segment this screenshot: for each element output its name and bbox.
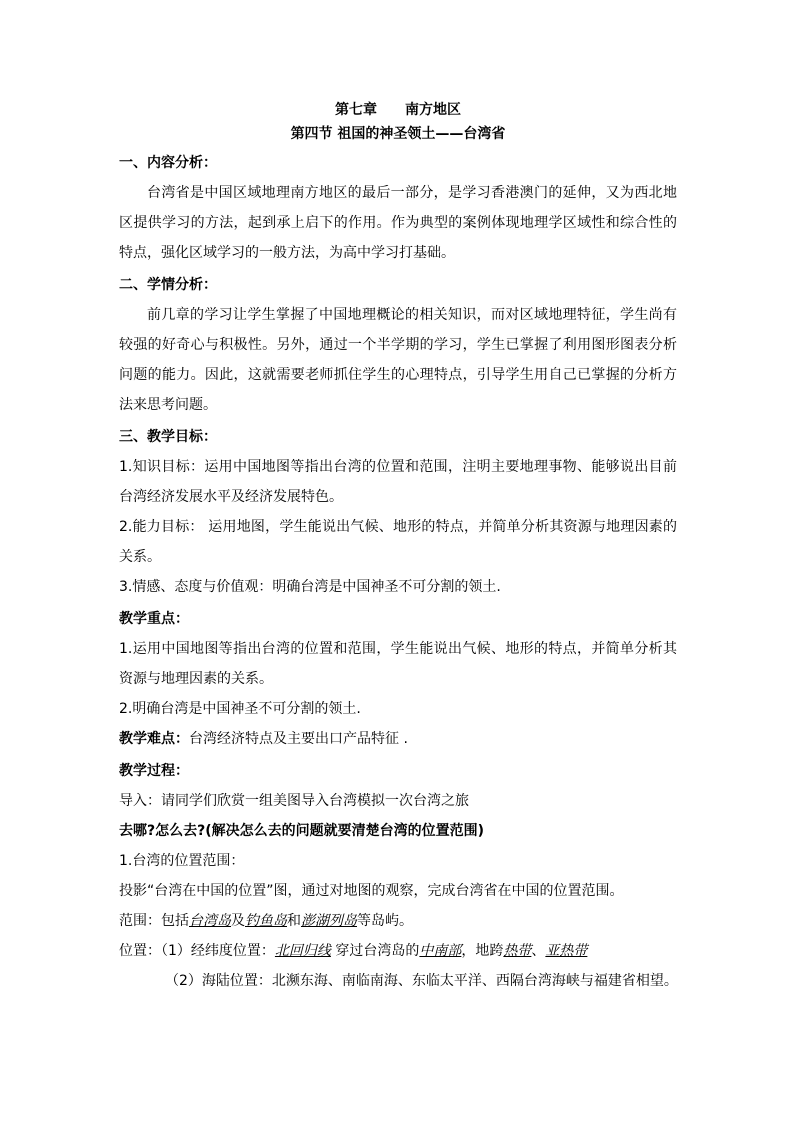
section-title: 第四节 祖国的神圣领土——台湾省 [290, 126, 506, 142]
scope-prefix: 范围：包括 [119, 913, 189, 929]
position-sep: 、 [531, 943, 546, 959]
process-question: 去哪?怎么去?(解决怎么去的问题就要清楚台湾的位置范围) [119, 823, 485, 839]
scope-suffix: 等岛屿。 [357, 913, 413, 929]
scope-and-2: 和 [287, 913, 301, 929]
position-central: 中南部 [419, 943, 462, 959]
scope-diaoyu: 钓鱼岛 [245, 913, 287, 929]
objective-emotion: 3.情感、态度与价值观：明确台湾是中国神圣不可分割的领土. [119, 579, 501, 595]
objectives-heading: 三、教学目标： [119, 429, 217, 445]
position-prefix: 位置：（1）经纬度位置： [119, 943, 275, 959]
learner-analysis-heading: 二、学情分析： [119, 277, 217, 293]
process-sub1: 1.台湾的位置范围： [119, 853, 245, 869]
document-page [119, 98, 677, 996]
position-subtropical: 亚热带 [545, 943, 588, 959]
process-heading: 教学过程： [119, 763, 189, 779]
key-points-heading: 教学重点： [119, 611, 189, 627]
position-line [119, 936, 677, 966]
scope-taiwan-island: 台湾岛 [189, 913, 231, 929]
scope-line [119, 906, 677, 936]
key-point-1: 1.运用中国地图等指出台湾的位置和范围，学生能说出气候、地形的特点，并简单分析其资源与地理因素的关系。 [119, 641, 677, 687]
process-intro: 导入：请同学们欣赏一组美图导入台湾模拟一次台湾之旅 [119, 793, 469, 809]
scope-and-1: 及 [231, 913, 245, 929]
position-tropical: 热带 [503, 943, 532, 959]
difficulty-label: 教学难点： [119, 731, 189, 747]
chapter-title: 第七章 [335, 102, 377, 118]
position-mid: 穿过台湾岛的 [330, 943, 420, 959]
content-analysis-text: 台湾省是中国区域地理南方地区的最后一部分，是学习香港澳门的延伸，又为西北地区提供学习的方法，起到承上启下的作用。作为典型的案例体现地理学区域性和综合性的特点，强化区域学习的一般方法，为高中学习打基础。 [119, 185, 677, 261]
learner-analysis-text: 前几章的学习让学生掌握了中国地理概论的相关知识，而对区域地理特征，学生尚有较强的好奇心与积极性。另外，通过一个半学期的学习，学生已掌握了利用图形图表分析问题的能力。因此，这就需要老师抓住学生的心理特点，引导学生用自己已掌握的分析方法来思考问题。 [119, 307, 677, 413]
key-point-2: 2.明确台湾是中国神圣不可分割的领土. [119, 701, 361, 717]
content-analysis-heading: 一、内容分析： [119, 155, 217, 171]
sea-land-position: （2）海陆位置：北濒东海、南临南海、东临太平洋、西隔台湾海峡与福建省相望。 [165, 973, 678, 989]
difficulty-line [119, 724, 677, 754]
difficulty-text: 台湾经济特点及主要出口产品特征 . [189, 731, 408, 747]
objective-knowledge: 1.知识目标：运用中国地图等指出台湾的位置和范围，注明主要地理事物、能够说出目前台湾经济发展水平及经济发展特色。 [119, 459, 677, 505]
process-projection: 投影“台湾在中国的位置”图，通过对地图的观察，完成台湾省在中国的位置范围。 [119, 883, 624, 899]
position-spans: ，地跨 [461, 943, 504, 959]
chapter-title-line [119, 98, 677, 122]
objective-ability: 2.能力目标： 运用地图，学生能说出气候、地形的特点，并简单分析其资源与地理因素的关系。 [119, 519, 677, 565]
position-tropic: 北回归线 [274, 943, 331, 959]
chapter-subtitle: 南方地区 [405, 102, 461, 118]
scope-penghu: 澎湖列岛 [301, 913, 357, 929]
